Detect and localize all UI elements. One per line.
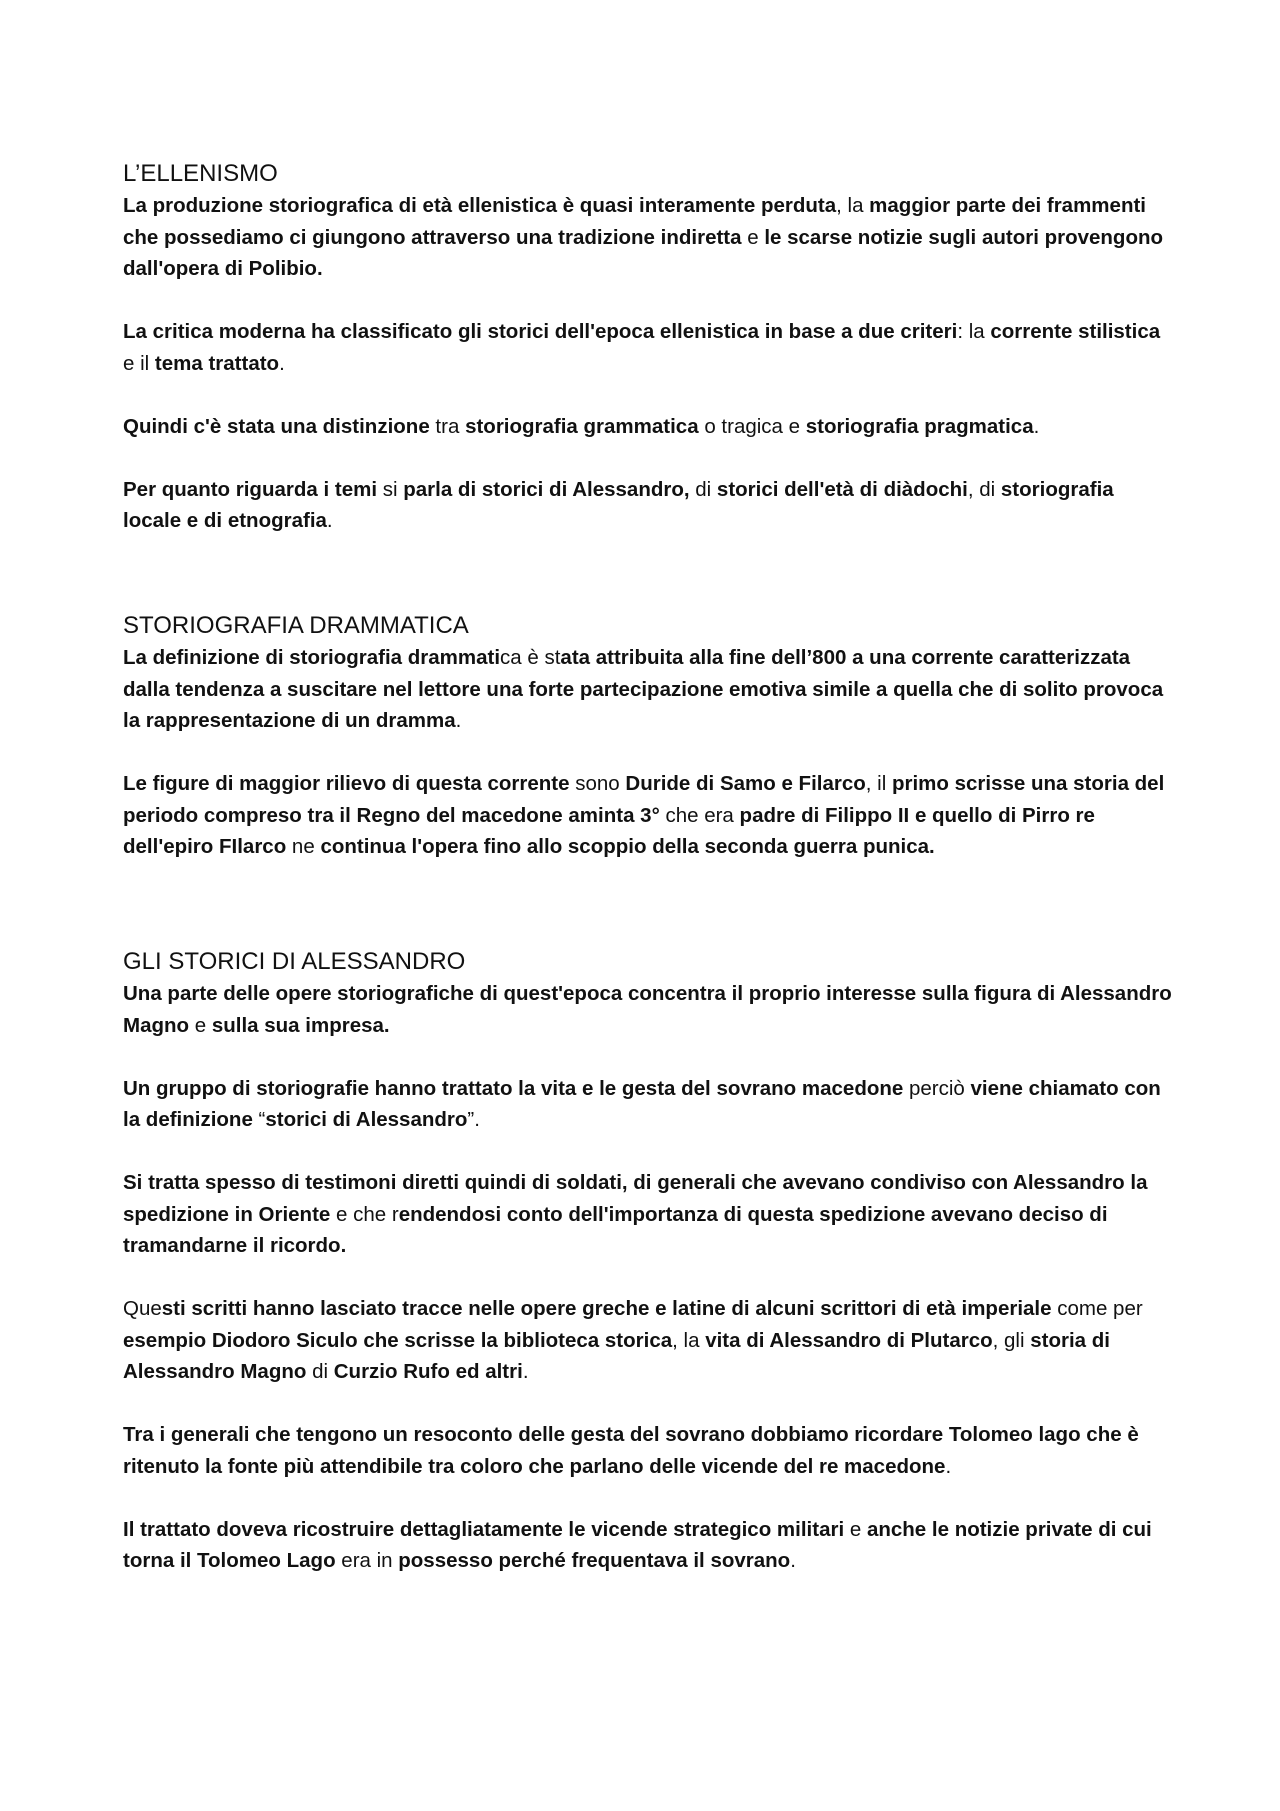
bold-text-run: Il trattato doveva ricostruire dettagliatamente le vicende strategico militari bbox=[123, 1517, 845, 1541]
bold-text-run: esempio Diodoro Siculo che scrisse la biblioteca storica bbox=[123, 1328, 673, 1352]
paragraph bbox=[123, 1419, 1173, 1482]
bold-text-run: storici di Alessandro bbox=[265, 1108, 468, 1131]
bold-text-run: La critica moderna ha classificato gli storici dell'epoca ellenistica in base a due criteri bbox=[123, 320, 958, 343]
text-run: . bbox=[522, 1360, 529, 1383]
text-run: ”. bbox=[467, 1108, 480, 1131]
text-run: , la bbox=[836, 194, 870, 217]
text-run: o tragica e bbox=[698, 414, 806, 438]
section-ellenismo bbox=[123, 158, 1173, 537]
bold-text-run: primo scrisse una storia del periodo compreso tra il Regno del macedone aminta 3° bbox=[123, 772, 1165, 827]
paragraph bbox=[123, 978, 1173, 1041]
section-title: L’ELLENISMO bbox=[123, 160, 278, 187]
bold-text-run: sulla sua impresa. bbox=[211, 1013, 390, 1037]
text-run: ca è st bbox=[500, 646, 561, 669]
bold-text-run: parla di storici di Alessandro, bbox=[403, 477, 690, 501]
paragraph bbox=[123, 642, 1173, 737]
bold-text-run: Quindi c'è stata una distinzione bbox=[123, 414, 430, 438]
bold-text-run: sti scritti hanno lasciato tracce nelle opere greche e latine di alcuni scrittori di età imperiale bbox=[161, 1297, 1052, 1320]
text-run: e il bbox=[123, 351, 155, 375]
text-run: . bbox=[1033, 414, 1040, 438]
bold-text-run: Duride di Samo e Filarco bbox=[625, 772, 866, 795]
text-run: e bbox=[189, 1013, 212, 1037]
bold-text-run: padre di Filippo II e quello di Pirro re dell'epiro FIlarco bbox=[123, 803, 1095, 858]
bold-text-run: La definizione di storiografia drammati bbox=[123, 646, 501, 669]
paragraph bbox=[123, 1293, 1173, 1388]
document-page bbox=[123, 158, 1173, 1608]
text-run: di bbox=[689, 477, 717, 501]
paragraph bbox=[123, 768, 1173, 863]
text-run: era in bbox=[335, 1549, 399, 1572]
bold-text-run: storia di Alessandro Magno bbox=[123, 1328, 1110, 1383]
text-run: : la bbox=[957, 320, 991, 343]
bold-text-run: maggior parte dei frammenti che possediamo ci giungono attraverso una tradizione indiretta bbox=[123, 194, 1146, 249]
text-run: . bbox=[790, 1549, 796, 1572]
bold-text-run: Tra i generali che tengono un resoconto delle gesta del sovrano dobbiamo ricordare Tolomeo lago che è ritenuto la fonte più attendibile tra coloro che parlano delle vicende del re macedone bbox=[123, 1423, 1139, 1478]
paragraph bbox=[123, 190, 1173, 285]
paragraph bbox=[123, 1514, 1173, 1577]
bold-text-run: Un gruppo di storiografie hanno trattato la vita e le gesta del sovrano macedone bbox=[123, 1076, 904, 1100]
paragraph bbox=[123, 1167, 1173, 1262]
bold-text-run: le scarse notizie sugli autori provengono dall'opera di Polibio. bbox=[123, 225, 1164, 280]
section-title: GLI STORICI DI ALESSANDRO bbox=[123, 948, 466, 975]
text-run: . bbox=[279, 351, 285, 375]
text-run: ne bbox=[286, 835, 321, 858]
section-spacer bbox=[123, 568, 1173, 610]
text-run: , il bbox=[865, 772, 892, 795]
text-run: perciò bbox=[903, 1076, 971, 1100]
text-run: sono bbox=[569, 772, 626, 795]
bold-text-run: storiografia grammatica bbox=[465, 414, 699, 438]
text-run: come per bbox=[1051, 1297, 1143, 1320]
text-run: tra bbox=[429, 414, 466, 438]
bold-text-run: Curzio Rufo ed altri bbox=[333, 1360, 523, 1383]
text-run: . bbox=[945, 1454, 952, 1478]
text-run: , di bbox=[967, 477, 1001, 501]
bold-text-run: La produzione storiografica di età ellenistica è quasi interamente perduta bbox=[123, 194, 837, 217]
text-run: , la bbox=[672, 1328, 706, 1352]
bold-text-run: possesso perché frequentava il sovrano bbox=[398, 1549, 791, 1572]
text-run: Que bbox=[123, 1297, 162, 1320]
text-run: . bbox=[455, 709, 462, 732]
section-spacer bbox=[123, 894, 1173, 946]
text-run: di bbox=[306, 1360, 334, 1383]
bold-text-run: vita di Alessandro di Plutarco bbox=[705, 1328, 993, 1352]
text-run: e che r bbox=[330, 1202, 399, 1226]
bold-text-run: endendosi conto dell'importanza di questa spedizione avevano deciso di tramandarne il ricordo. bbox=[123, 1202, 1108, 1257]
section-storici-alessandro bbox=[123, 946, 1173, 1577]
bold-text-run: corrente stilistica bbox=[990, 320, 1161, 343]
paragraph bbox=[123, 411, 1173, 443]
text-run: e bbox=[741, 225, 765, 249]
paragraph bbox=[123, 316, 1173, 379]
bold-text-run: Una parte delle opere storiografiche di quest'epoca concentra il proprio interesse sulla figura di Alessandro Magno bbox=[123, 982, 1172, 1037]
text-run: “ bbox=[252, 1108, 266, 1131]
bold-text-run: ata attribuita alla fine dell’800 a una corrente caratterizzata dalla tendenza a suscitare nel lettore una forte partecipazione emotiva simile a quella che di solito provoca la rappresentazione di un dramma bbox=[123, 646, 1164, 732]
text-run: che era bbox=[659, 803, 740, 827]
bold-text-run: continua l'opera fino allo scoppio della seconda guerra punica. bbox=[320, 835, 935, 858]
text-run: , gli bbox=[992, 1328, 1031, 1352]
bold-text-run: Le figure di maggior rilievo di questa corrente bbox=[123, 772, 570, 795]
bold-text-run: storiografia pragmatica bbox=[805, 414, 1034, 438]
text-run: si bbox=[377, 477, 404, 501]
bold-text-run: tema trattato bbox=[154, 351, 280, 375]
bold-text-run: storiografia locale e di etnografia bbox=[123, 477, 1114, 532]
section-title: STORIOGRAFIA DRAMMATICA bbox=[123, 612, 469, 639]
text-run: e bbox=[844, 1517, 867, 1541]
text-run: . bbox=[326, 509, 333, 532]
bold-text-run: storici dell'età di diàdochi bbox=[716, 477, 968, 501]
bold-text-run: viene chiamato con la definizione bbox=[123, 1076, 1161, 1131]
paragraph bbox=[123, 1073, 1173, 1136]
section-storiografia-drammatica bbox=[123, 610, 1173, 863]
paragraph bbox=[123, 474, 1173, 537]
bold-text-run: Si tratta spesso di testimoni diretti quindi di soldati, di generali che avevano condiviso con Alessandro la spedizione in Oriente bbox=[123, 1171, 1148, 1226]
bold-text-run: Per quanto riguarda i temi bbox=[123, 477, 378, 501]
bold-text-run: anche le notizie private di cui torna il Tolomeo Lago bbox=[123, 1517, 1152, 1572]
